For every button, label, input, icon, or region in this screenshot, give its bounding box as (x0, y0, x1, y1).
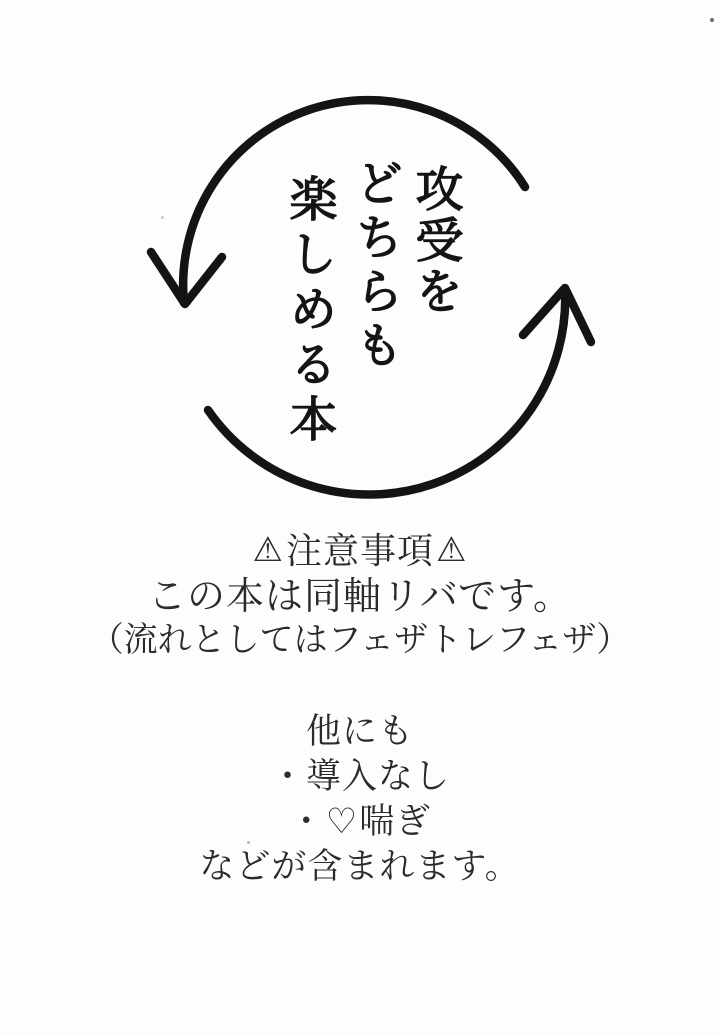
notice-heading (0, 530, 720, 574)
title-column-left: 楽しめる本 (281, 174, 337, 449)
heart-icon: ♡ (325, 802, 359, 842)
content-item-1 (0, 755, 720, 800)
title-column-middle: どちらも (347, 158, 403, 374)
notice-line-2: （流れとしてはフェザトレフェザ） (89, 620, 631, 660)
notice-heading-text: 注意事項 (285, 531, 434, 572)
scan-speck (247, 841, 250, 844)
bullet-icon: ・ (288, 802, 325, 842)
contents-block (0, 710, 720, 890)
contents-intro: 他にも (305, 712, 414, 752)
warning-icon: ⚠ (436, 530, 468, 570)
content-item-1-text: 導入なし (306, 757, 451, 797)
warning-icon: ⚠ (252, 530, 284, 570)
cycle-right-arrowhead-icon (523, 288, 591, 342)
bullet-icon: ・ (269, 757, 306, 797)
notice-line-1: この本は同軸リバです。 (147, 574, 573, 618)
title-column-right: 攻受を (407, 164, 463, 317)
content-item-2-text: 喘ぎ (359, 802, 432, 842)
notice-block (0, 530, 720, 663)
scan-speck (710, 18, 714, 22)
scan-speck (161, 216, 164, 219)
contents-outro: などが含まれます。 (199, 847, 521, 887)
content-item-2 (0, 800, 720, 845)
